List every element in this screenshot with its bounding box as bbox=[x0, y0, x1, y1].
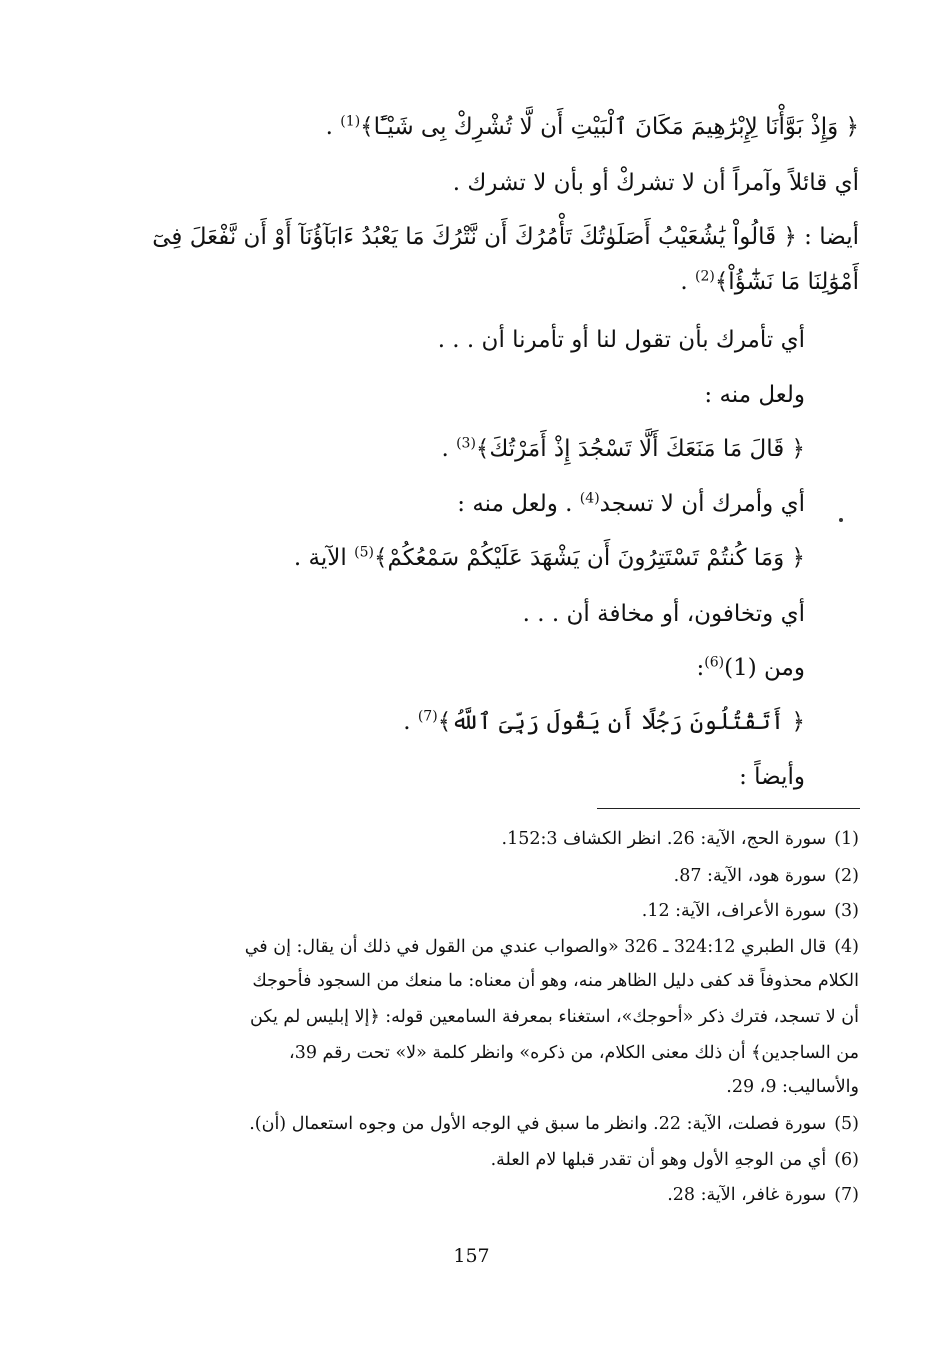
footnote-ref-7[interactable]: (7) bbox=[417, 708, 438, 725]
footnote-number: (1) bbox=[834, 829, 859, 849]
explanation-line-4: أي وتخافون، أو مخافة أن . . . bbox=[522, 601, 805, 627]
quran-verse-hajj: ﴿ وَإِذْ بَوَّأْنَا لِإِبْرَٰهِيمَ مَكَانَ ٱلْبَيْتِ أَن لَّا تُشْرِكْ بِى شَيْـًٔا﴾$^{(1)}$ . bbox=[325, 113, 859, 140]
footnote-4-line-4: من الساجدين﴾ أن ذلك معنى الكلام، من ذكره» وانظر كلمة «لا» تحت رقم 39، bbox=[289, 1043, 859, 1063]
footnote-number: (2) bbox=[834, 866, 859, 886]
explanation-line-2: أي تأمرك بأن تقول لنا أو تأمرنا أن . . . bbox=[437, 327, 805, 353]
footnote-4-line-1 bbox=[245, 935, 859, 960]
footnote-text: سورة هود، الآية: 87. bbox=[673, 866, 827, 886]
section-intro-1: ولعل منه : bbox=[704, 382, 805, 408]
explanation-line-3: أي وأمرك أن لا تسجد$^{(4)}$ . ولعل منه : bbox=[457, 490, 805, 517]
footnote-ref-3[interactable]: (3) bbox=[456, 435, 476, 452]
quran-verse-hud-part1: أيضا : ﴿ قَالُواْ يَٰشُعَيْبُ أَصَلَوٰتُكَ تَأْمُرُكَ أَن نَّتْرُكَ مَا يَعْبُدُ ءَابَآؤُنَآ أَوْ أَن نَّفْعَلَ فِىٓ bbox=[152, 224, 859, 250]
footnote-6 bbox=[491, 1148, 859, 1173]
footnote-number: (6) bbox=[834, 1150, 859, 1170]
stray-dot bbox=[839, 518, 843, 522]
quran-verse-fussilat: ﴿ وَمَا كُنتُمْ تَسْتَتِرُونَ أَن يَشْهَدَ عَلَيْكُمْ سَمْعُكُمْ﴾$^{(5)}$ الآية . bbox=[293, 544, 805, 571]
footnote-text: سورة غافر، الآية: 28. bbox=[667, 1185, 827, 1205]
footnote-4-line-2: الكلام محذوفاً قد كفى دليل الظاهر منه، وهو أن معناه: ما منعك من السجود فأحوجك bbox=[252, 971, 859, 991]
footnote-text: سورة الأعراف، الآية: 12. bbox=[641, 901, 827, 921]
explanation-line-1: أي قائلاً وآمراً أن لا تشركْ أو بأن لا تشرك . bbox=[452, 170, 859, 196]
footnote-7 bbox=[667, 1183, 859, 1208]
footnote-ref-6[interactable]: (6) bbox=[704, 654, 725, 671]
footnote-5 bbox=[249, 1112, 859, 1137]
footnote-2 bbox=[674, 864, 859, 889]
footnote-text: قال الطبري 324:12 ـ 326 «والصواب عندي من القول في ذلك أن يقال: إن في bbox=[244, 937, 827, 957]
footnote-4-line-5: والأساليب: 9، 29. bbox=[726, 1077, 859, 1097]
quran-verse-ghafir: ﴿ أَتَقْتُلُونَ رَجُلًا أَن يَقُولَ رَبِّىَ ٱللَّهُ﴾$^{(7)}$ . bbox=[403, 708, 805, 735]
footnote-4-line-3: أن لا تسجد، فترك ذكر «أحوجك»، استغناء بمعرفة السامعين قوله: ﴿إلا إبليس لم يكن bbox=[249, 1007, 859, 1027]
footnote-text: أي من الوجهِ الأول وهو أن تقدر قبلها لام العلة. bbox=[490, 1150, 827, 1170]
quran-verse-araf: ﴿ قَالَ مَا مَنَعَكَ أَلَّا تَسْجُدَ إِذْ أَمَرْتُكَ﴾$^{(3)}$ . bbox=[441, 435, 805, 462]
footnote-number: (4) bbox=[834, 937, 859, 957]
footnote-number: (3) bbox=[834, 901, 859, 921]
quran-verse-hud-part2: أَمْوَٰلِنَا مَا نَشَٰٓؤُاْ﴾$^{(2)}$ . bbox=[680, 268, 859, 295]
footnote-number: (5) bbox=[834, 1114, 859, 1134]
footnote-divider bbox=[597, 808, 860, 809]
footnote-ref-5[interactable]: (5) bbox=[354, 544, 374, 561]
section-intro-3: وأيضاً : bbox=[739, 764, 805, 790]
footnote-ref-2[interactable]: (2) bbox=[694, 268, 715, 285]
footnote-number: (7) bbox=[834, 1185, 859, 1205]
footnote-1 bbox=[502, 827, 860, 852]
page-number: 157 bbox=[453, 1245, 490, 1267]
footnote-3 bbox=[642, 899, 859, 924]
footnote-text: سورة الحج، الآية: 26. انظر الكشاف 152:3. bbox=[501, 829, 827, 849]
footnote-ref-4[interactable]: (4) bbox=[579, 490, 600, 507]
section-intro-2: ومن $(1)^{(6)}$: bbox=[696, 654, 805, 681]
footnote-text: سورة فصلت، الآية: 22. وانظر ما سبق في الوجه الأول من وجوه استعمال (أن). bbox=[249, 1114, 827, 1134]
footnote-ref-1[interactable]: (1) bbox=[340, 113, 361, 130]
